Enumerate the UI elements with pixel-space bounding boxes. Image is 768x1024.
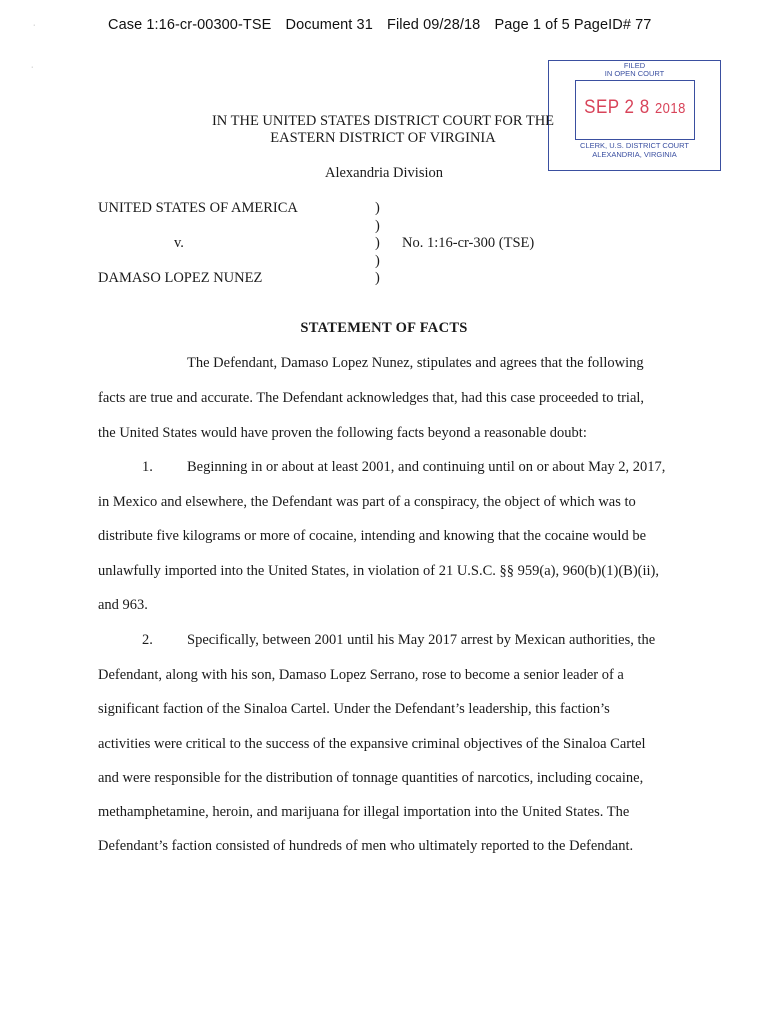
court-division: Alexandria Division [325,165,443,181]
body-line: methamphetamine, heroin, and marijuana for illegal importation into the United States. The [98,804,630,820]
body-line: activities were critical to the success of the expansive criminal objectives of the Sinaloa Cartel [98,736,646,752]
stamp-clerk-label: CLERK, U.S. DISTRICT COURT [580,141,689,150]
body-line: the United States would have proven the following facts beyond a reasonable doubt: [98,425,587,441]
stamp-open-court-label: IN OPEN COURT [604,69,665,78]
case-number-header: Case 1:16-cr-00300-TSE [108,17,272,33]
versus-label: v. [174,235,184,251]
filed-stamp [548,60,721,171]
caption-paren: ) [375,235,380,251]
filed-date: Filed 09/28/18 [387,17,481,33]
body-line: The Defendant, Damaso Lopez Nunez, stipulates and agrees that the following [187,355,644,371]
body-line: Defendant’s faction consisted of hundreds of men who ultimately reported to the Defendant. [98,838,634,854]
document-number: Document 31 [285,17,373,33]
caption-paren: ) [375,253,380,269]
body-line: Specifically, between 2001 until his May 2017 arrest by Mexican authorities, the [187,632,656,648]
stamp-location-label: ALEXANDRIA, VIRGINIA [592,149,677,159]
body-line: and 963. [98,597,148,613]
body-line: Defendant, along with his son, Damaso Lopez Serrano, rose to become a senior leader of a [98,667,624,683]
stamp-filed-label: FILED [623,61,646,70]
plaintiff-name: UNITED STATES OF AMERICA [98,200,298,216]
stamp-date-day: SEP 2 8 [584,95,650,118]
stamp-date-box [575,80,695,140]
court-heading [208,113,558,147]
paragraph-number: 2. [142,632,153,648]
stamp-bottom [549,142,720,159]
paragraph-number: 1. [142,459,153,475]
case-number: No. 1:16-cr-300 (TSE) [402,235,535,251]
case-header [108,17,661,33]
document-title: STATEMENT OF FACTS [300,320,468,336]
body-line: facts are true and accurate. The Defendant acknowledges that, had this case proceeded to trial, [98,390,645,406]
stamp-top [549,62,720,78]
caption-paren: ) [375,218,380,234]
page-id: Page 1 of 5 PageID# 77 [494,17,652,33]
scan-speck: · [31,64,34,71]
court-name-line2: EASTERN DISTRICT OF VIRGINIA [270,130,496,146]
caption-paren: ) [375,270,380,286]
body-line: unlawfully imported into the United States, in violation of 21 U.S.C. §§ 959(a), 960(b)(1)(B)(ii), [98,563,659,579]
body-line: distribute five kilograms or more of cocaine, intending and knowing that the cocaine would be [98,528,647,544]
court-name-line1: IN THE UNITED STATES DISTRICT COURT FOR THE [211,113,555,129]
body-line: significant faction of the Sinaloa Cartel. Under the Defendant’s leadership, this faction’s [98,701,610,717]
body-line: and were responsible for the distribution of tonnage quantities of narcotics, including cocaine, [98,770,644,786]
body-line: in Mexico and elsewhere, the Defendant was part of a conspiracy, the object of which was to [98,494,636,510]
body-line: Beginning in or about at least 2001, and continuing until on or about May 2, 2017, [187,459,666,475]
stamp-date [576,96,694,119]
scan-speck: · [33,22,36,29]
stamp-date-year: 2018 [654,98,686,117]
defendant-name: DAMASO LOPEZ NUNEZ [98,270,263,286]
caption-paren: ) [375,200,380,216]
